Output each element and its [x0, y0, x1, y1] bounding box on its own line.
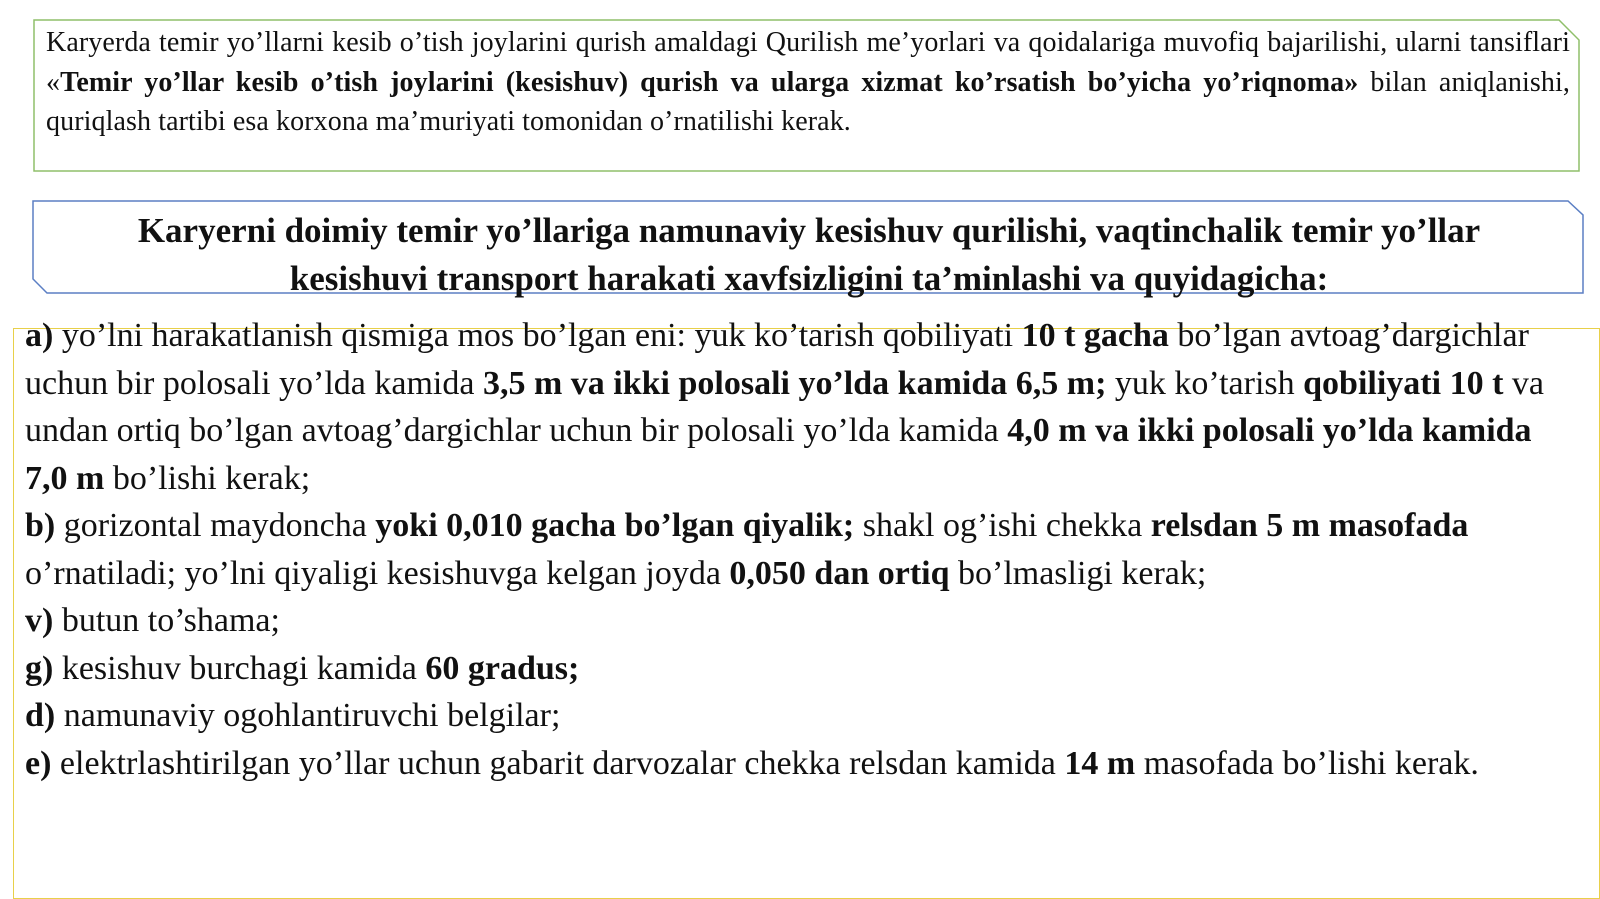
- requirements-list: [25, 312, 1565, 787]
- intro-instruction-title: Temir yo’llar kesib o’tish joylarini (kesishuv) qurish va ularga xizmat ko’rsatish bo’yicha yo’riqnoma»: [60, 66, 1359, 98]
- item-label: g): [25, 649, 54, 687]
- section-title: Karyerni doimiy temir yo’llariga namunaviy kesishuv qurilishi, vaqtinchalik temir yo’llar kesishuvi transport harakati xavfsizligini ta’minlashi va quyidagicha:: [137, 211, 1481, 298]
- intro-paragraph: [46, 23, 1570, 142]
- item-text: butun to’shama;: [53, 602, 280, 639]
- item-label: d): [25, 697, 56, 734]
- item-text: elektrlashtirilgan yo’llar uchun gabarit darvozalar chekka relsdan kamida: [51, 744, 1065, 782]
- list-item-b: [25, 502, 1565, 597]
- item-bold: 0,050 dan ortiq: [729, 554, 950, 592]
- item-bold: yoki 0,010 gacha bo’lgan qiyalik;: [375, 507, 855, 544]
- item-text: bo’lgan avtoag’dargichlar uchun bir polosali yo’lda kamida: [25, 317, 1529, 402]
- item-text: va undan ortiq bo’lgan avtoag’dargichlar uchun bir polosali yo’lda kamida: [25, 364, 1544, 449]
- item-label: v): [25, 602, 54, 639]
- item-label: a): [25, 317, 54, 354]
- item-bold: 3,5 m va ikki polosali yo’lda kamida 6,5 m;: [482, 364, 1107, 402]
- item-text: o’rnatiladi; yo’lni qiyaligi kesishuvga kelgan joyda: [25, 554, 730, 592]
- item-bold: 4,0 m va ikki polosali yo’lda kamida 7,0 m: [25, 412, 1532, 497]
- intro-box: [34, 20, 1579, 171]
- item-text: bo’lmasligi kerak;: [949, 554, 1207, 592]
- item-bold: 10 t gacha: [1021, 317, 1169, 354]
- item-text: yo’lni harakatlanish qismiga mos bo’lgan eni: yuk ko’tarish qobiliyati: [53, 317, 1022, 354]
- item-text: yuk ko’tarish: [1106, 364, 1304, 402]
- item-label: b): [25, 507, 56, 544]
- list-item-e: [25, 740, 1565, 788]
- item-bold: 14 m: [1064, 744, 1136, 782]
- intro-text-part1: Karyerda temir yo’llarni kesib o’tish joylarini qurish amaldagi Qurilish me’yorlari va qoidalariga muvofiq bajarilishi, ularni tansiflari «: [46, 27, 1570, 98]
- item-bold: relsdan 5 m masofada: [1150, 507, 1469, 544]
- item-text: shakl og’ishi chekka: [854, 507, 1151, 544]
- item-text: kesishuv burchagi kamida: [53, 649, 426, 687]
- list-item-d: [25, 692, 1565, 740]
- list-item-v: [25, 597, 1565, 645]
- item-text: bo’lishi kerak;: [104, 459, 311, 497]
- item-text: masofada bo’lishi kerak.: [1135, 744, 1479, 782]
- item-bold: qobiliyati 10 t: [1303, 364, 1504, 402]
- list-item-a: [25, 312, 1565, 502]
- item-bold: 60 gradus;: [425, 649, 580, 687]
- section-title-box: [33, 201, 1583, 300]
- item-text: gorizontal maydoncha: [55, 507, 376, 544]
- list-item-g: [25, 645, 1565, 693]
- intro-text-part2: bilan aniqlanishi, quriqlash tartibi esa korxona ma’muriyati tomonidan o’rnatilishi kerak.: [46, 66, 1570, 137]
- requirements-box: [13, 317, 1600, 899]
- item-label: e): [25, 744, 52, 782]
- item-text: namunaviy ogohlantiruvchi belgilar;: [55, 697, 561, 734]
